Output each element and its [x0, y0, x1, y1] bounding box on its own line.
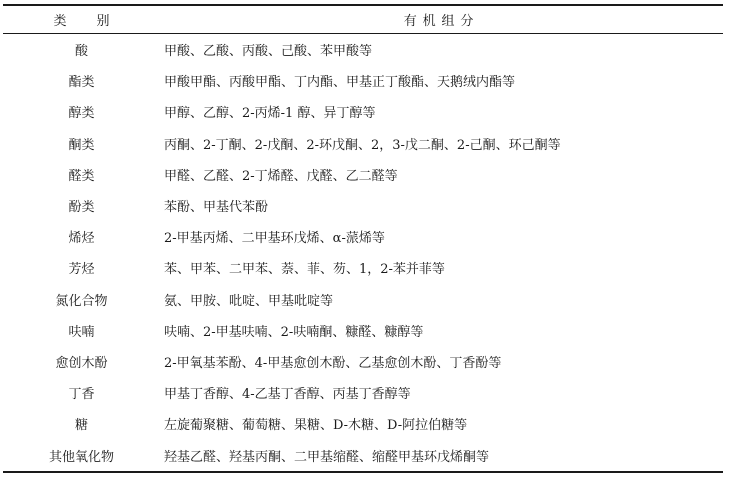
row-components: 甲基丁香醇、4-乙基丁香醇、丙基丁香醇等: [164, 387, 411, 403]
row-components: 甲酸、乙酸、丙酸、己酸、苯甲酸等: [164, 44, 373, 60]
table-row: [3, 190, 723, 221]
row-category: 氮化合物: [55, 293, 108, 309]
table-row: [3, 315, 723, 346]
table-header: [3, 5, 723, 34]
row-components: 左旋葡聚糖、葡萄糖、果糖、D-木糖、D-阿拉伯糖等: [164, 418, 468, 434]
header-category-char-1: 类: [53, 14, 67, 29]
table-row: [3, 128, 723, 159]
row-components: 苯酚、甲基代苯酚: [164, 200, 269, 216]
composition-table: [3, 4, 723, 473]
table-row: [3, 346, 723, 377]
row-components: 甲酸甲酯、丙酸甲酯、丁内酯、甲基正丁酸酯、天鹅绒内酯等: [164, 75, 516, 91]
table-row: [3, 252, 723, 283]
table-row: [3, 439, 723, 471]
table-row: [3, 284, 723, 315]
row-category: 酯类: [68, 75, 95, 91]
row-category: 呋喃: [68, 324, 95, 340]
row-components: 呋喃、2-甲基呋喃、2-呋喃酮、糠醛、糠醇等: [164, 324, 424, 340]
row-components: 丙酮、2-丁酮、2-戊酮、2-环戊酮、2，3-戊二酮、2-己酮、环己酮等: [164, 137, 561, 153]
row-category: 其他氧化物: [48, 449, 114, 465]
table-row: [3, 408, 723, 439]
header-category: [3, 5, 160, 34]
row-category: 烯烃: [68, 231, 95, 247]
table-row: [3, 377, 723, 408]
table-header-row: [3, 5, 723, 34]
row-category: 酮类: [68, 137, 95, 153]
row-category: 醇类: [68, 106, 95, 122]
row-components: 羟基乙醛、羟基丙酮、二甲基缩醛、缩醛甲基环戊烯酮等: [164, 449, 490, 465]
row-category: 丁香: [68, 387, 95, 403]
row-category: 芳烃: [68, 262, 95, 278]
table-row: [3, 221, 723, 252]
table-row: [3, 159, 723, 190]
table-row: [3, 34, 723, 66]
composition-table-container: [3, 4, 723, 473]
row-category: 酚类: [68, 200, 95, 216]
header-components: 有机组分: [403, 14, 480, 29]
header-category-char-2: 别: [96, 14, 110, 29]
row-components: 2-甲基丙烯、二甲基环戊烯、α-蒎烯等: [164, 231, 385, 247]
row-components: 甲醇、乙醇、2-丙烯-1 醇、异丁醇等: [164, 106, 376, 122]
table-row: [3, 65, 723, 96]
row-category: 愈创木酚: [55, 355, 108, 371]
row-components: 2-甲氧基苯酚、4-甲基愈创木酚、乙基愈创木酚、丁香酚等: [164, 355, 502, 371]
row-components: 苯、甲苯、二甲苯、萘、菲、芴、1，2-苯并菲等: [164, 262, 445, 278]
table-row: [3, 96, 723, 127]
table-body: [3, 34, 723, 472]
row-components: 氨、甲胺、吡啶、甲基吡啶等: [164, 293, 334, 309]
row-category: 醛类: [68, 168, 95, 184]
row-category: 糖: [74, 418, 88, 434]
row-category: 酸: [74, 44, 88, 60]
row-components: 甲醛、乙醛、2-丁烯醛、戊醛、乙二醛等: [164, 168, 398, 184]
